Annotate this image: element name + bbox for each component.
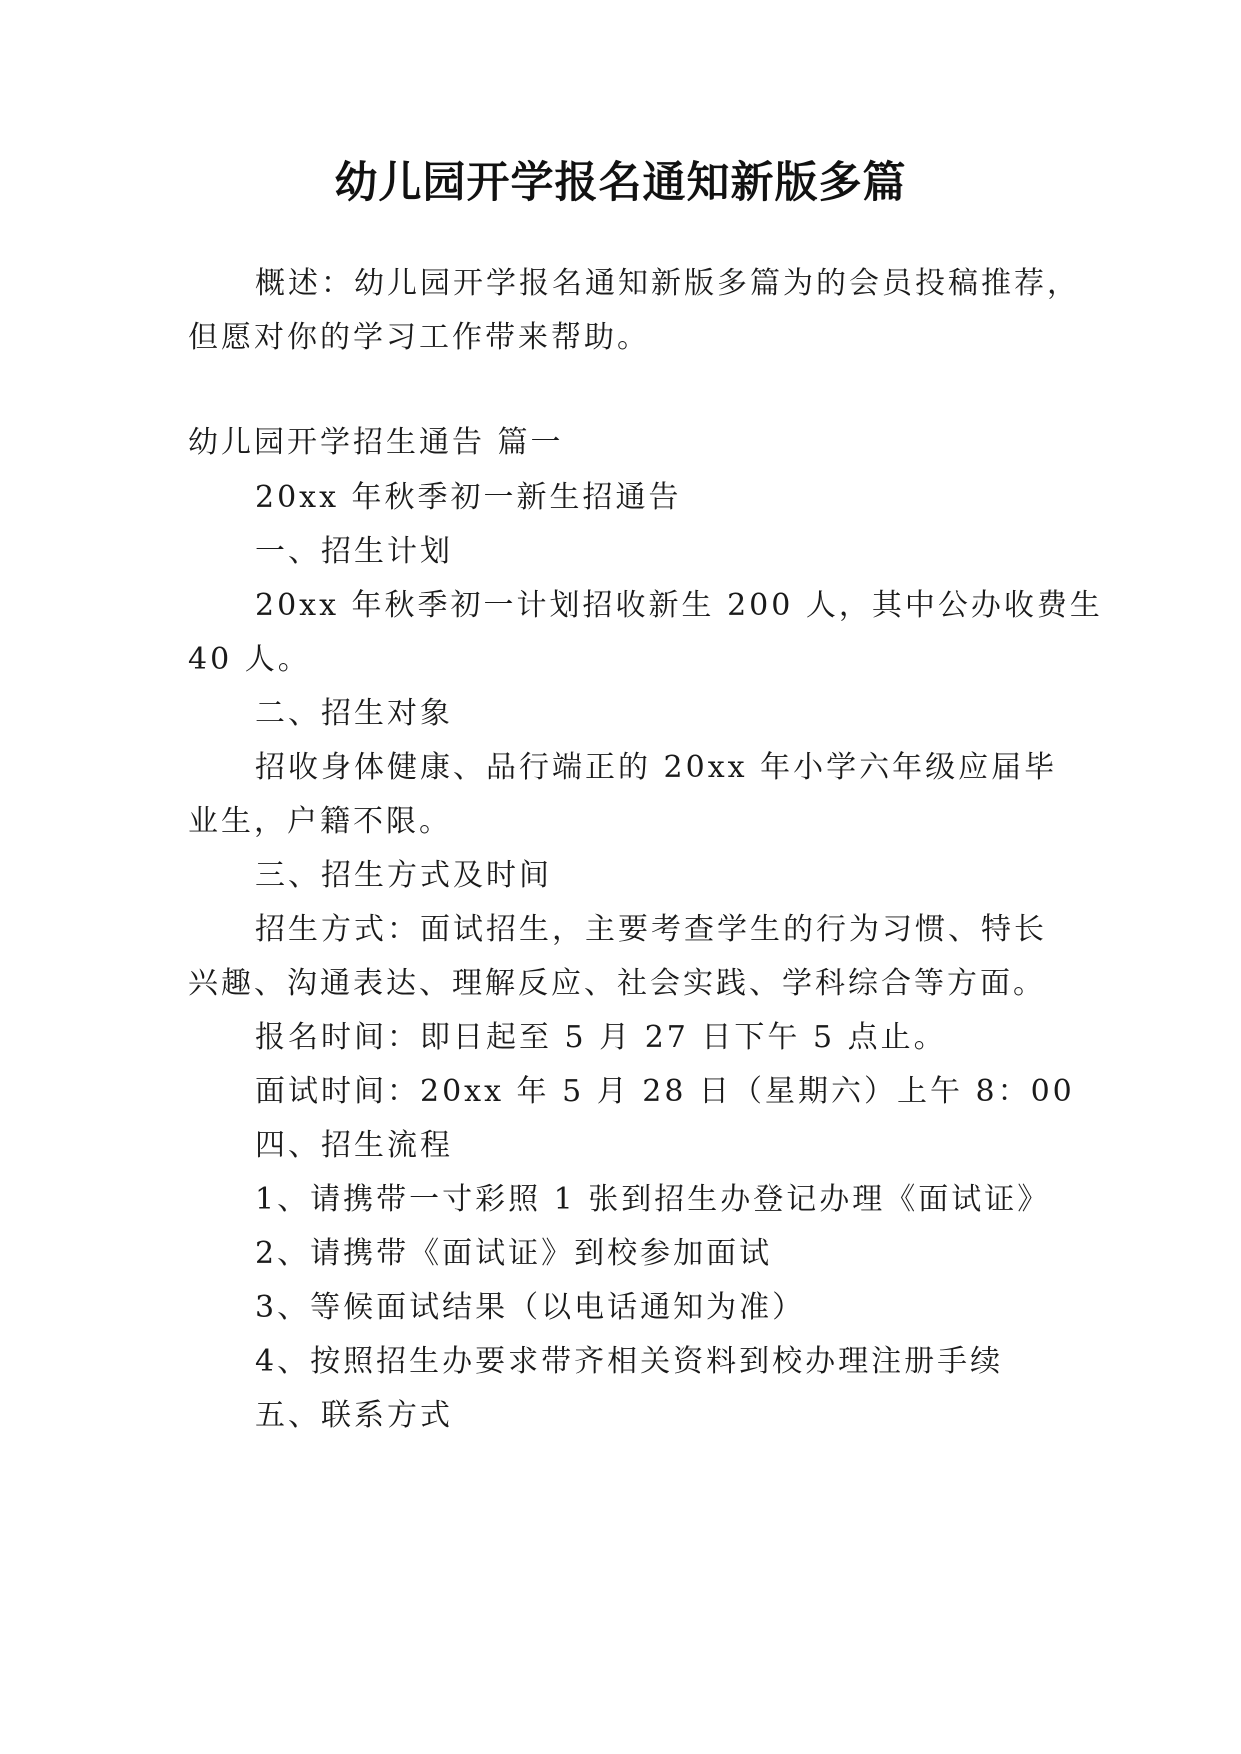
part3-signup-time: 报名时间：即日起至 5 月 27 日下午 5 点止。 [255,1020,947,1055]
part3-method-line-2: 兴趣、沟通表达、理解反应、社会实践、学科综合等方面。 [188,966,1046,1001]
part3-interview-time: 面试时间：20xx 年 5 月 28 日（星期六）上午 8：00 [255,1074,1075,1109]
summary-line-1: 概述：幼儿园开学报名通知新版多篇为的会员投稿推荐， [255,266,1080,301]
document-title: 幼儿园开学报名通知新版多篇 [334,158,907,208]
section-heading: 幼儿园开学招生通告 篇一 [188,425,564,460]
summary-line-2: 但愿对你的学习工作带来帮助。 [188,320,650,355]
part4-step-4: 4、按照招生办要求带齐相关资料到校办理注册手续 [255,1344,1004,1379]
part4-step-1: 1、请携带一寸彩照 1 张到招生办登记办理《面试证》 [255,1182,1051,1217]
part4-heading: 四、招生流程 [255,1128,453,1163]
part3-heading: 三、招生方式及时间 [255,858,552,893]
part2-text-line-1: 招收身体健康、品行端正的 20xx 年小学六年级应届毕 [255,750,1058,785]
part2-text-line-2: 业生，户籍不限。 [188,804,452,839]
part3-method-line-1: 招生方式：面试招生，主要考查学生的行为习惯、特长 [255,912,1047,947]
part5-heading: 五、联系方式 [255,1398,453,1433]
part1-heading: 一、招生计划 [255,534,453,569]
part1-text-line-1: 20xx 年秋季初一计划招收新生 200 人，其中公办收费生 [255,588,1103,623]
part2-heading: 二、招生对象 [255,696,453,731]
part4-step-2: 2、请携带《面试证》到校参加面试 [255,1236,773,1271]
part4-step-3: 3、等候面试结果（以电话通知为准） [255,1290,806,1325]
notice-title: 20xx 年秋季初一新生招通告 [255,480,682,515]
part1-text-line-2: 40 人。 [188,642,311,677]
